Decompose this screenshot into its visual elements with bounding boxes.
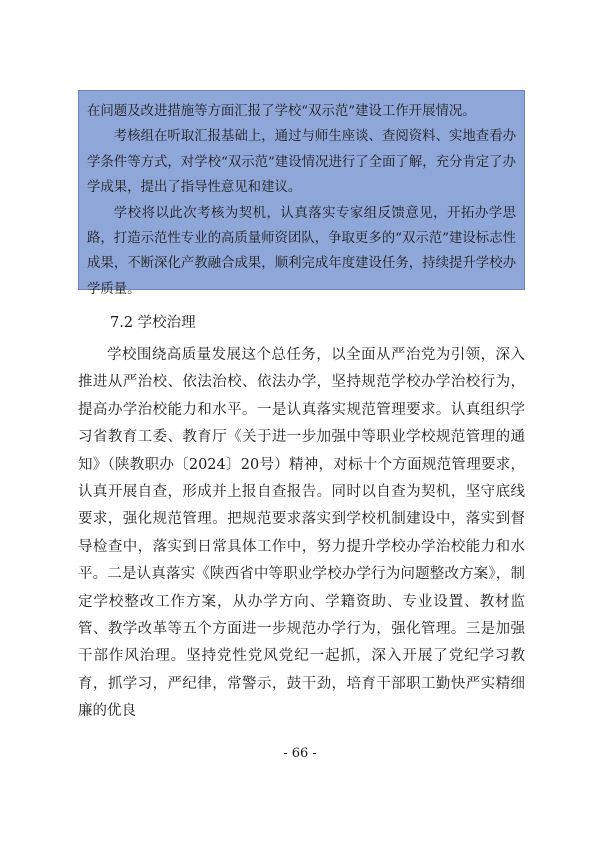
section-title: 7.2 学校治理 xyxy=(110,315,196,331)
highlighted-text-box xyxy=(78,90,525,297)
section-body-paragraph: 学校围绕高质量发展这个总任务，以全面从严治党为引领，深入推进从严治校、依法治校、依法办学，坚持规范学校办学治校行为，提高办学治校能力和水平。一是认真落实规范管理要求。认真组织学习省教育工委、教育厅《关于进一步加强中等职业学校规范管理的通知》（陕教职办〔2024〕20号）精神，对标十个方面规范管理要求，认真开展自查，形成并上报自查报告。同时以自查为契机，坚守底线要求，强化规范管理。把规范要求落实到学校机制建设中，落实到督导检查中，落实到日常具体工作中，努力提升学校办学治校能力和水平。二是认真落实《陕西省中等职业学校办学行为问题整改方案》，制定学校整改工作方案，从办学方向、学籍资助、专业设置、教材监管、教学改革等五个方面进一步规范办学行为，强化管理。三是加强干部作风治理。坚持党性党风党纪一起抓，深入开展了党纪学习教育，抓学习，严纪律，常警示，鼓干劲，培育干部职工勤快严实精细廉的优良 xyxy=(78,347,525,720)
page-number: - 66 - xyxy=(283,746,317,761)
callout-paragraph-1: 在问题及改进措施等方面汇报了学校“双示范”建设工作开展情况。 xyxy=(87,104,476,119)
callout-paragraph-3: 学校将以此次考核为契机，认真落实专家组反馈意见，开拓办学思路，打造示范性专业的高质量师资团队，争取更多的“双示范”建设标志性成果，不断深化产教融合成果，顺利完成年度建设任务，持续提升学校办学质量。 xyxy=(87,205,516,297)
callout-paragraph-2: 考核组在听取汇报基础上，通过与师生座谈、查阅资料、实地查看办学条件等方式，对学校“双示范”建设情况进行了全面了解，充分肯定了办学成果，提出了指导性意见和建议。 xyxy=(87,129,516,196)
